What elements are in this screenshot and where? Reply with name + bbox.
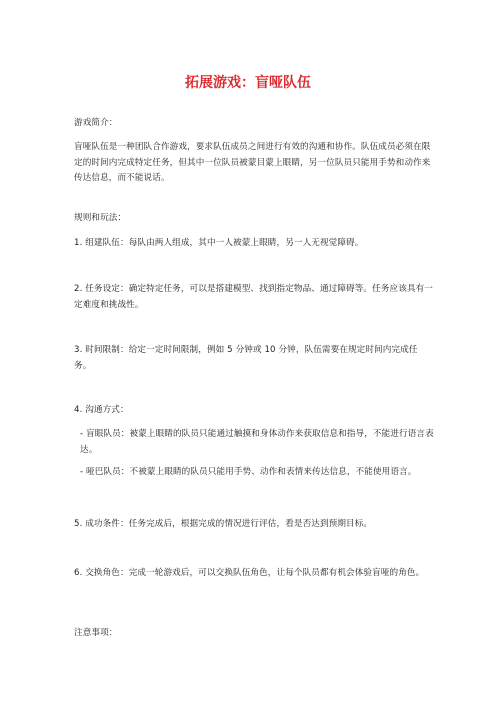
rules-heading: 规则和玩法： — [74, 213, 127, 223]
intro-heading: 游戏简介： — [74, 118, 118, 128]
rule-4-blind: - 盲眼队员：被蒙上眼睛的队员只能通过触摸和身体动作来获取信息和指导，不能进行语言表达。 — [80, 429, 434, 455]
rule-2: 2. 任务设定：确定特定任务，可以是搭建模型、找到指定物品、通过障碍等。任务应该具有一定难度和挑战性。 — [74, 284, 433, 310]
rule-6: 6. 交换角色：完成一轮游戏后，可以交换队伍角色，让每个队员都有机会体验盲哑的角色。 — [74, 568, 425, 578]
intro-paragraph: 盲哑队伍是一种团队合作游戏，要求队伍成员之间进行有效的沟通和协作。队伍成员必须在限定的时间内完成特定任务，但其中一位队员被蒙目蒙上眼睛，另一位队员只能用手势和动作来传达信息，而不能说话。 — [74, 142, 431, 183]
notes-heading: 注意事项： — [74, 628, 118, 638]
rule-4: 4. 沟通方式： — [74, 405, 129, 415]
rule-4-mute: - 哑巴队员：不被蒙上眼睛的队员只能用手势、动作和表情来传达信息，不能使用语言。 — [80, 467, 417, 477]
document-title: 拓展游戏：盲哑队伍 — [185, 75, 311, 91]
rule-3: 3. 时间限制：给定一定时间限制，例如 5 分钟或 10 分钟，队伍需要在规定时间内完成任务。 — [74, 345, 418, 371]
rule-1: 1. 组建队伍：每队由两人组成，其中一人被蒙上眼睛，另一人无视觉障碍。 — [74, 238, 364, 248]
rule-5: 5. 成功条件：任务完成后，根据完成的情况进行评估，看是否达到预期目标。 — [74, 519, 373, 529]
